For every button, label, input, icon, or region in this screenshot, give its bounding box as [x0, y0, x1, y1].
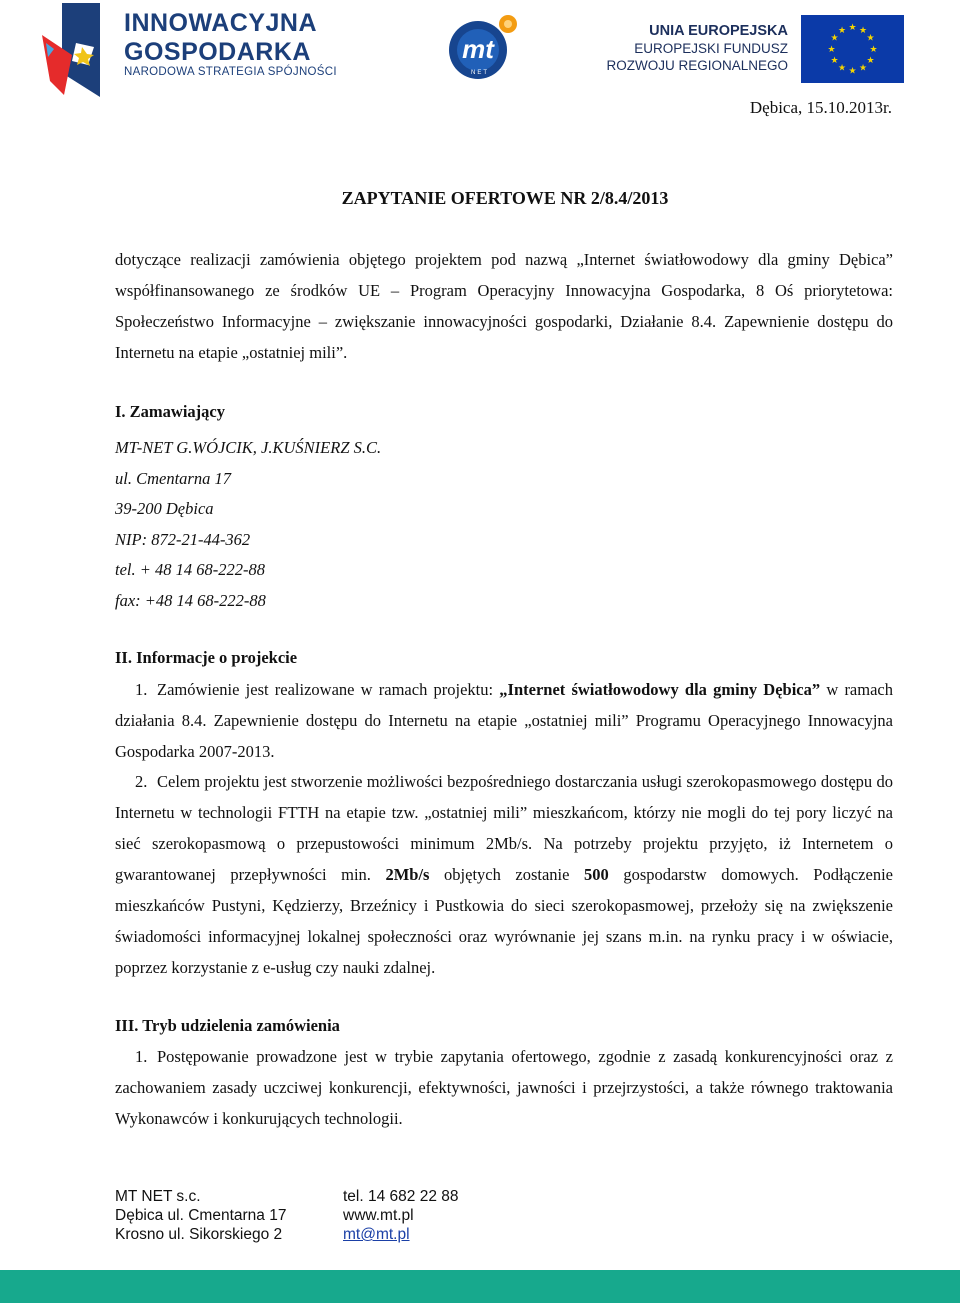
ig-logo-line1: INNOWACYJNA — [124, 9, 318, 37]
project-name: „Internet światłowodowy dla gminy Dębica” — [499, 680, 821, 699]
contractor-phone: tel. + 48 14 68-222-88 — [115, 560, 265, 579]
footer-phone: tel. 14 682 22 88 — [343, 1188, 459, 1205]
eu-logo-line2: EUROPEJSKI FUNDUSZ — [634, 41, 788, 56]
section-3-item-1 — [115, 1041, 893, 1134]
footer-company — [115, 1187, 286, 1244]
svg-text:★: ★ — [866, 56, 875, 66]
mt-logo-text: mt — [462, 34, 494, 64]
svg-text:★: ★ — [848, 23, 857, 33]
contractor-fax: fax: +48 14 68-222-88 — [115, 590, 266, 610]
mt-net-logo — [444, 14, 520, 80]
svg-text:★: ★ — [869, 45, 878, 55]
contracting-party-details — [115, 433, 381, 616]
footer-contact — [343, 1187, 459, 1244]
item-text: gospodarstw domowych. Podłączenie mieszkańców Pustyni, Kędzierzy, Brzeźnicy i Pustkowia do sieci szerokopasmowej, przełoży się na zwiększenie świadomości informacyjnej lokalnej społeczności oraz wyrównanie jej szans m.in. na rynku pracy i w oświacie, poprzez korzystanie z e-usług czy nauki zdalnej. — [115, 865, 893, 977]
eu-logo-line3: ROZWOJU REGIONALNEGO — [606, 58, 788, 73]
intro-text: dotyczące realizacji zamówienia objętego projektem pod nazwą „Internet światłowodowy dla gminy Dębica” współfinansowanego ze środków UE – Program Operacyjny Innowacyjna Gospodarka, 8 Oś priorytetowa: Społeczeństwo Informacyjne – zwiększanie innowacyjności gospodarki, Działanie 8.4. Zapewnienie dostępu do Internetu na etapie „ostatniej mili”. — [115, 250, 893, 362]
svg-text:★: ★ — [858, 26, 868, 36]
footer-address-debica: Dębica ul. Cmentarna 17 — [115, 1207, 287, 1224]
eu-logo-line1: UNIA EUROPEJSKA — [649, 23, 788, 39]
footer-address-krosno: Krosno ul. Sikorskiego 2 — [115, 1226, 283, 1243]
contractor-nip: NIP: 872-21-44-362 — [115, 529, 251, 549]
section-2-item-1 — [115, 674, 893, 767]
footer-website[interactable]: www.mt.pl — [343, 1207, 414, 1224]
intro-paragraph — [115, 244, 893, 368]
document-title: ZAPYTANIE OFERTOWE NR 2/8.4/2013 — [341, 188, 669, 208]
item-text: Celem projektu jest stworzenie możliwości bezpośredniego dostarczania usługi szerokopasmowego dostępu do Internetu w technologii FTTH na etapie tzw. „ostatniej mili” mieszkańcom, którzy nie mogli do tej pory liczyć na sieć szerokopasmową o przepustowości minimum 2Mb/s. Na potrzeby projektu przyjęto, iż Internetem o gwarantowanej przepływności min. — [115, 772, 893, 884]
svg-text:★: ★ — [830, 56, 839, 66]
document-date: Dębica, 15.10.2013r. — [749, 98, 892, 117]
contractor-name: MT-NET G.WÓJCIK, J.KUŚNIERZ S.C. — [115, 438, 382, 457]
list-number: 1. — [135, 680, 148, 699]
item-text: Postępowanie prowadzone jest w trybie zapytania ofertowego, zgodnie z zasadą konkurencyjności oraz z zachowaniem zasady uczciwej konkurencji, efektywności, jawności i przejrzystości, a także równego traktowania Wykonawców i konkurujących technologii. — [115, 1047, 893, 1128]
section-2-item-2 — [115, 766, 893, 983]
bandwidth-value: 2Mb/s — [385, 865, 430, 884]
section-1-heading: I. Zamawiający — [115, 402, 225, 421]
section-2-heading: II. Informacje o projekcie — [115, 648, 298, 667]
list-number: 1. — [135, 1047, 148, 1066]
svg-text:★: ★ — [837, 26, 847, 36]
eu-flag-icon — [801, 15, 904, 83]
contractor-street: ul. Cmentarna 17 — [115, 468, 231, 488]
svg-text:★: ★ — [858, 63, 868, 74]
ig-logo-mark — [42, 3, 122, 97]
svg-text:★: ★ — [827, 45, 836, 55]
svg-text:★: ★ — [848, 66, 857, 77]
item-text: Zamówienie jest realizowane w ramach projektu: — [157, 680, 500, 699]
svg-text:★: ★ — [837, 63, 847, 74]
footer-bar — [0, 1270, 960, 1303]
list-number: 2. — [135, 772, 148, 791]
svg-text:★: ★ — [866, 33, 875, 44]
section-3-heading: III. Tryb udzielenia zamówienia — [115, 1016, 340, 1035]
households-value: 500 — [584, 865, 609, 884]
ig-logo-line2: GOSPODARKA — [124, 38, 311, 66]
item-text: w ramach działania 8.4. Zapewnienie dostępu do Internetu na etapie „ostatniej mili” Programu Operacyjnego Innowacyjna Gospodarka 2007-2013. — [115, 680, 893, 761]
footer-company-name: MT NET s.c. — [115, 1188, 201, 1205]
mt-logo-subtext: NET — [471, 70, 489, 76]
footer-email-link[interactable]: mt@mt.pl — [343, 1226, 410, 1243]
svg-text:★: ★ — [830, 33, 839, 44]
contractor-city: 39-200 Dębica — [115, 499, 214, 518]
item-text: objętych zostanie — [429, 865, 585, 884]
ig-logo-line3: NARODOWA STRATEGIA SPÓJNOŚCI — [124, 66, 337, 78]
